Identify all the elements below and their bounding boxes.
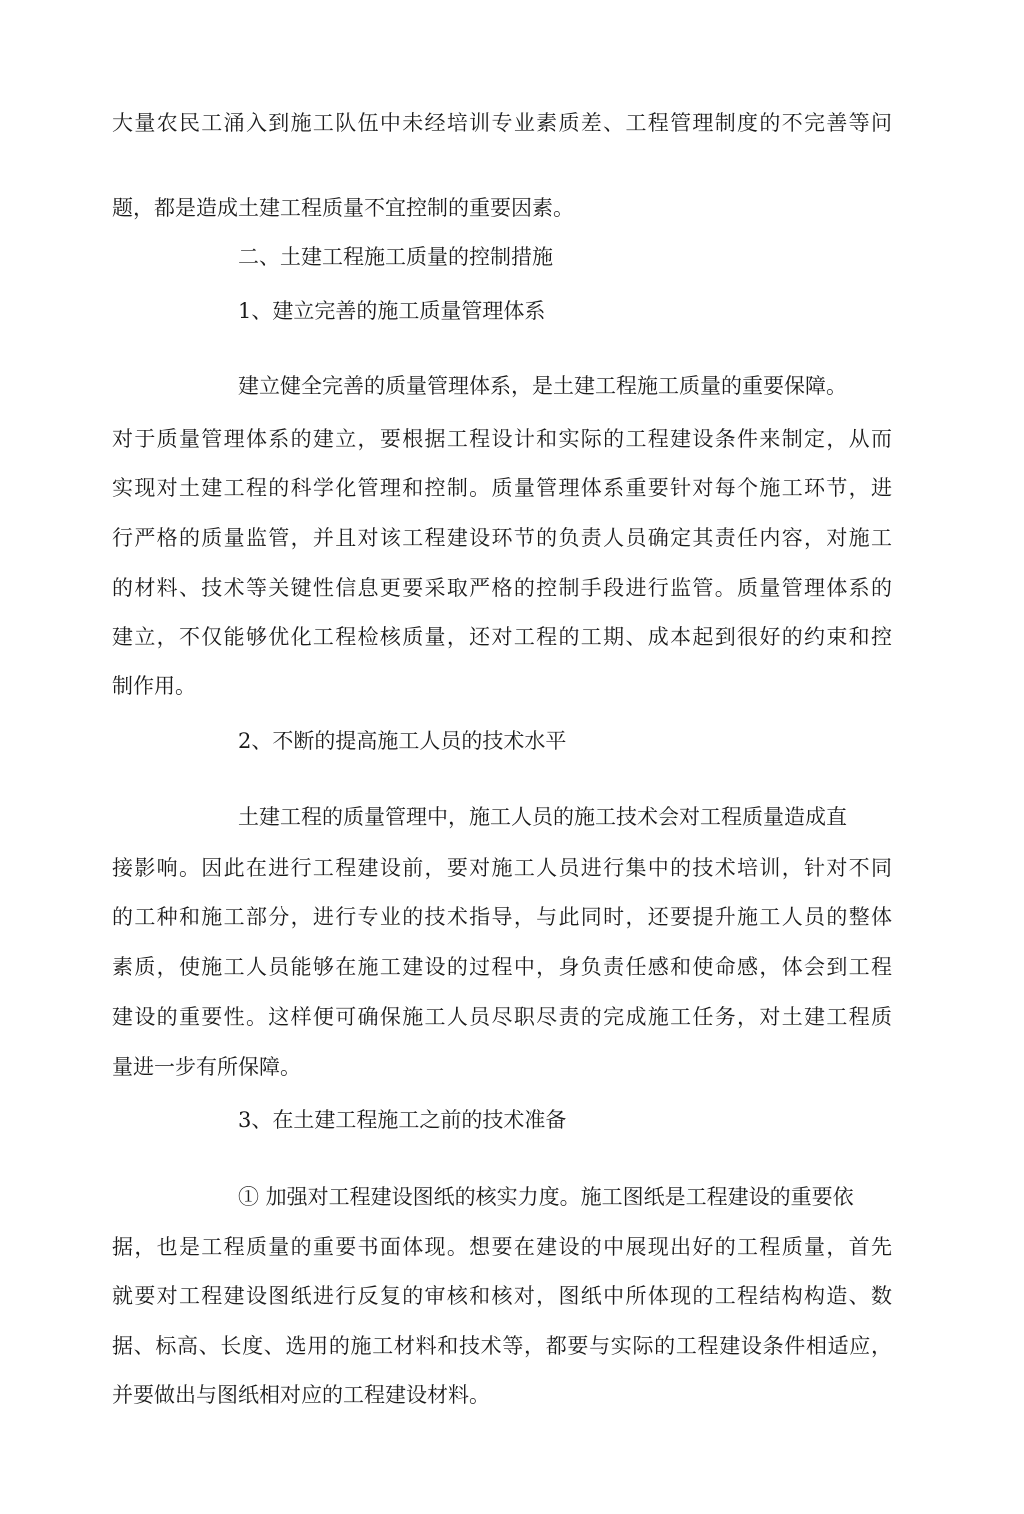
paragraph-line: 土建工程的质量管理中，施工人员的施工技术会对工程质量造成直 (238, 805, 847, 829)
paragraph-line: ① 加强对工程建设图纸的核实力度。施工图纸是工程建设的重要依 (238, 1185, 854, 1209)
paragraph-line: 建立，不仅能够优化工程检核质量，还对工程的工期、成本起到很好的约束和控 (112, 625, 892, 649)
paragraph-line: 对于质量管理体系的建立，要根据工程设计和实际的工程建设条件来制定，从而 (112, 427, 892, 451)
subsection-heading: 1、建立完善的施工质量管理体系 (238, 299, 546, 323)
paragraph-line: 就要对工程建设图纸进行反复的审核和核对，图纸中所体现的工程结构构造、数 (112, 1284, 892, 1308)
paragraph-line: 据，也是工程质量的重要书面体现。想要在建设的中展现出好的工程质量，首先 (112, 1235, 892, 1259)
paragraph-line: 实现对土建工程的科学化管理和控制。质量管理体系重要针对每个施工环节，进 (112, 476, 892, 500)
paragraph-line: 行严格的质量监管，并且对该工程建设环节的负责人员确定其责任内容，对施工 (112, 526, 892, 550)
paragraph-line: 制作用。 (112, 674, 196, 698)
paragraph-line: 的工种和施工部分，进行专业的技术指导，与此同时，还要提升施工人员的整体 (112, 905, 892, 929)
paragraph-line: 并要做出与图纸相对应的工程建设材料。 (112, 1383, 490, 1407)
subsection-heading: 3、在土建工程施工之前的技术准备 (238, 1108, 567, 1132)
section-heading: 二、土建工程施工质量的控制措施 (238, 245, 553, 269)
paragraph-line: 量进一步有所保障。 (112, 1055, 301, 1079)
paragraph-line: 建设的重要性。这样便可确保施工人员尽职尽责的完成施工任务，对土建工程质 (112, 1005, 892, 1029)
subsection-heading: 2、不断的提高施工人员的技术水平 (238, 729, 567, 753)
paragraph-line: 的材料、技术等关键性信息更要采取严格的控制手段进行监管。质量管理体系的 (112, 576, 892, 600)
paragraph-line: 大量农民工涌入到施工队伍中未经培训专业素质差、工程管理制度的不完善等问 (112, 111, 892, 135)
paragraph-line: 建立健全完善的质量管理体系，是土建工程施工质量的重要保障。 (238, 374, 847, 398)
paragraph-line: 题，都是造成土建工程质量不宜控制的重要因素。 (112, 196, 574, 220)
paragraph-line: 素质，使施工人员能够在施工建设的过程中，身负责任感和使命感，体会到工程 (112, 955, 892, 979)
paragraph-line: 据、标高、长度、选用的施工材料和技术等，都要与实际的工程建设条件相适应， (112, 1334, 892, 1358)
paragraph-line: 接影响。因此在进行工程建设前，要对施工人员进行集中的技术培训，针对不同 (112, 856, 892, 880)
